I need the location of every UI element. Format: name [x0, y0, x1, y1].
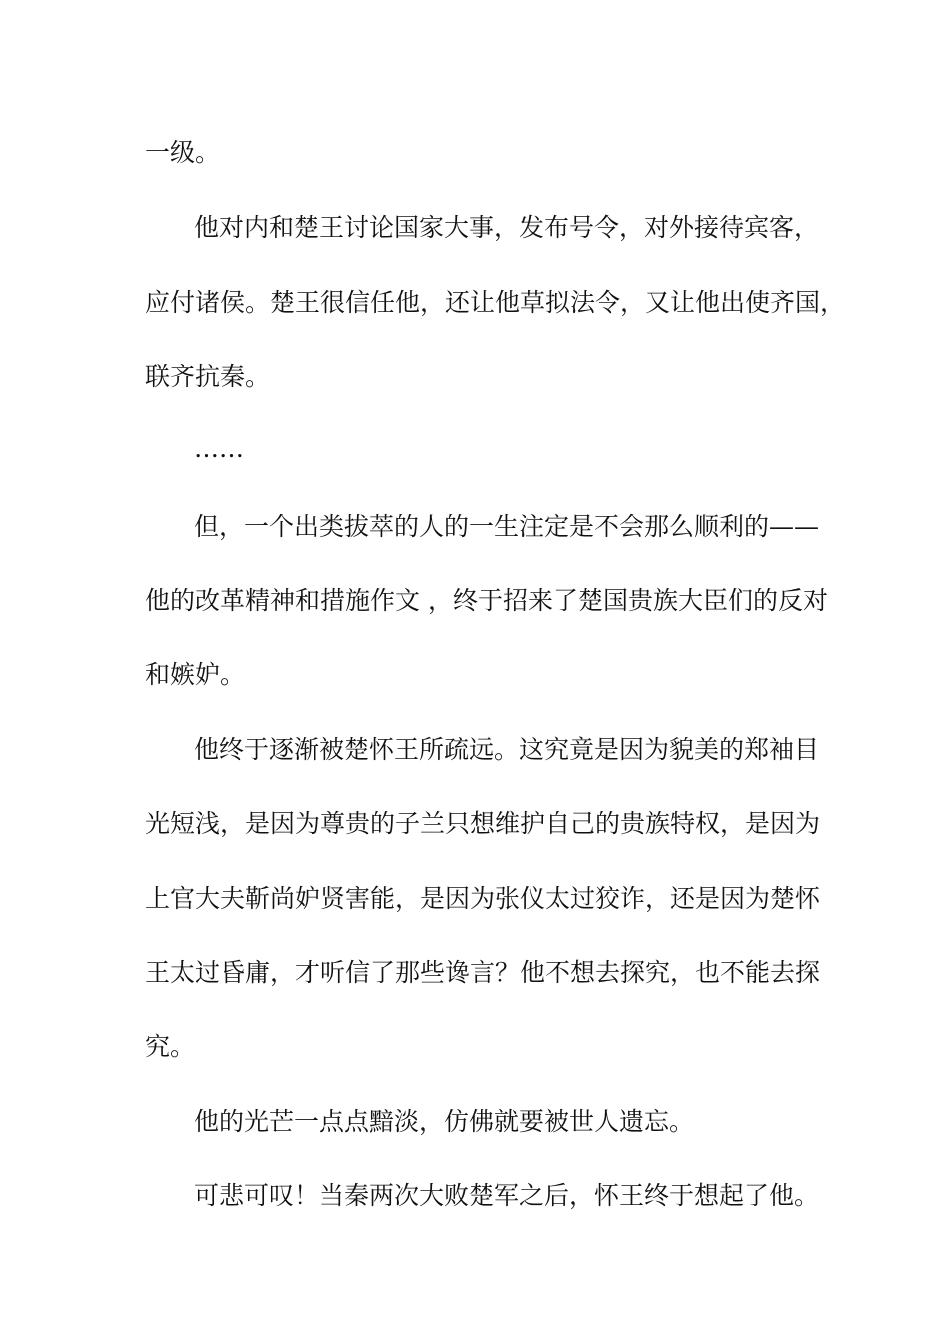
paragraph-first-line: 他的光芒一点点黯淡，仿佛就要被世人遗忘。 [194, 1107, 695, 1136]
text-line: 和嫉妒。 [145, 660, 246, 689]
text-line: 上官大夫靳尚妒贤害能，是因为张仪太过狡诈，还是因为楚怀 [145, 884, 821, 913]
text-line: 王太过昏庸，才听信了那些谗言？他不想去探究，也不能去探 [145, 958, 821, 987]
paragraph-first-line: 但，一个出类拔萃的人的一生注定是不会那么顺利的—— [194, 512, 820, 541]
text-line: 应付诸侯。楚王很信任他，还让他草拟法令，又让他出使齐国， [145, 288, 846, 317]
paragraph-first-line: 他终于逐渐被楚怀王所疏远。这究竟是因为貌美的郑袖目 [194, 735, 820, 764]
ellipsis-line: …… [194, 434, 244, 463]
text-line: 究。 [145, 1032, 196, 1061]
paragraph-first-line: 他对内和楚王讨论国家大事，发布号令，对外接待宾客， [194, 213, 820, 242]
text-line: 他的改革精神和措施作文 ，终于招来了楚国贵族大臣们的反对 [145, 586, 828, 615]
paragraph-first-line: 可悲可叹！当秦两次大败楚军之后，怀王终于想起了他。 [194, 1181, 820, 1210]
text-line: 光短浅，是因为尊贵的子兰只想维护自己的贵族特权，是因为 [145, 809, 821, 838]
text-line: 一级。 [145, 138, 221, 167]
text-line: 联齐抗秦。 [145, 362, 271, 391]
